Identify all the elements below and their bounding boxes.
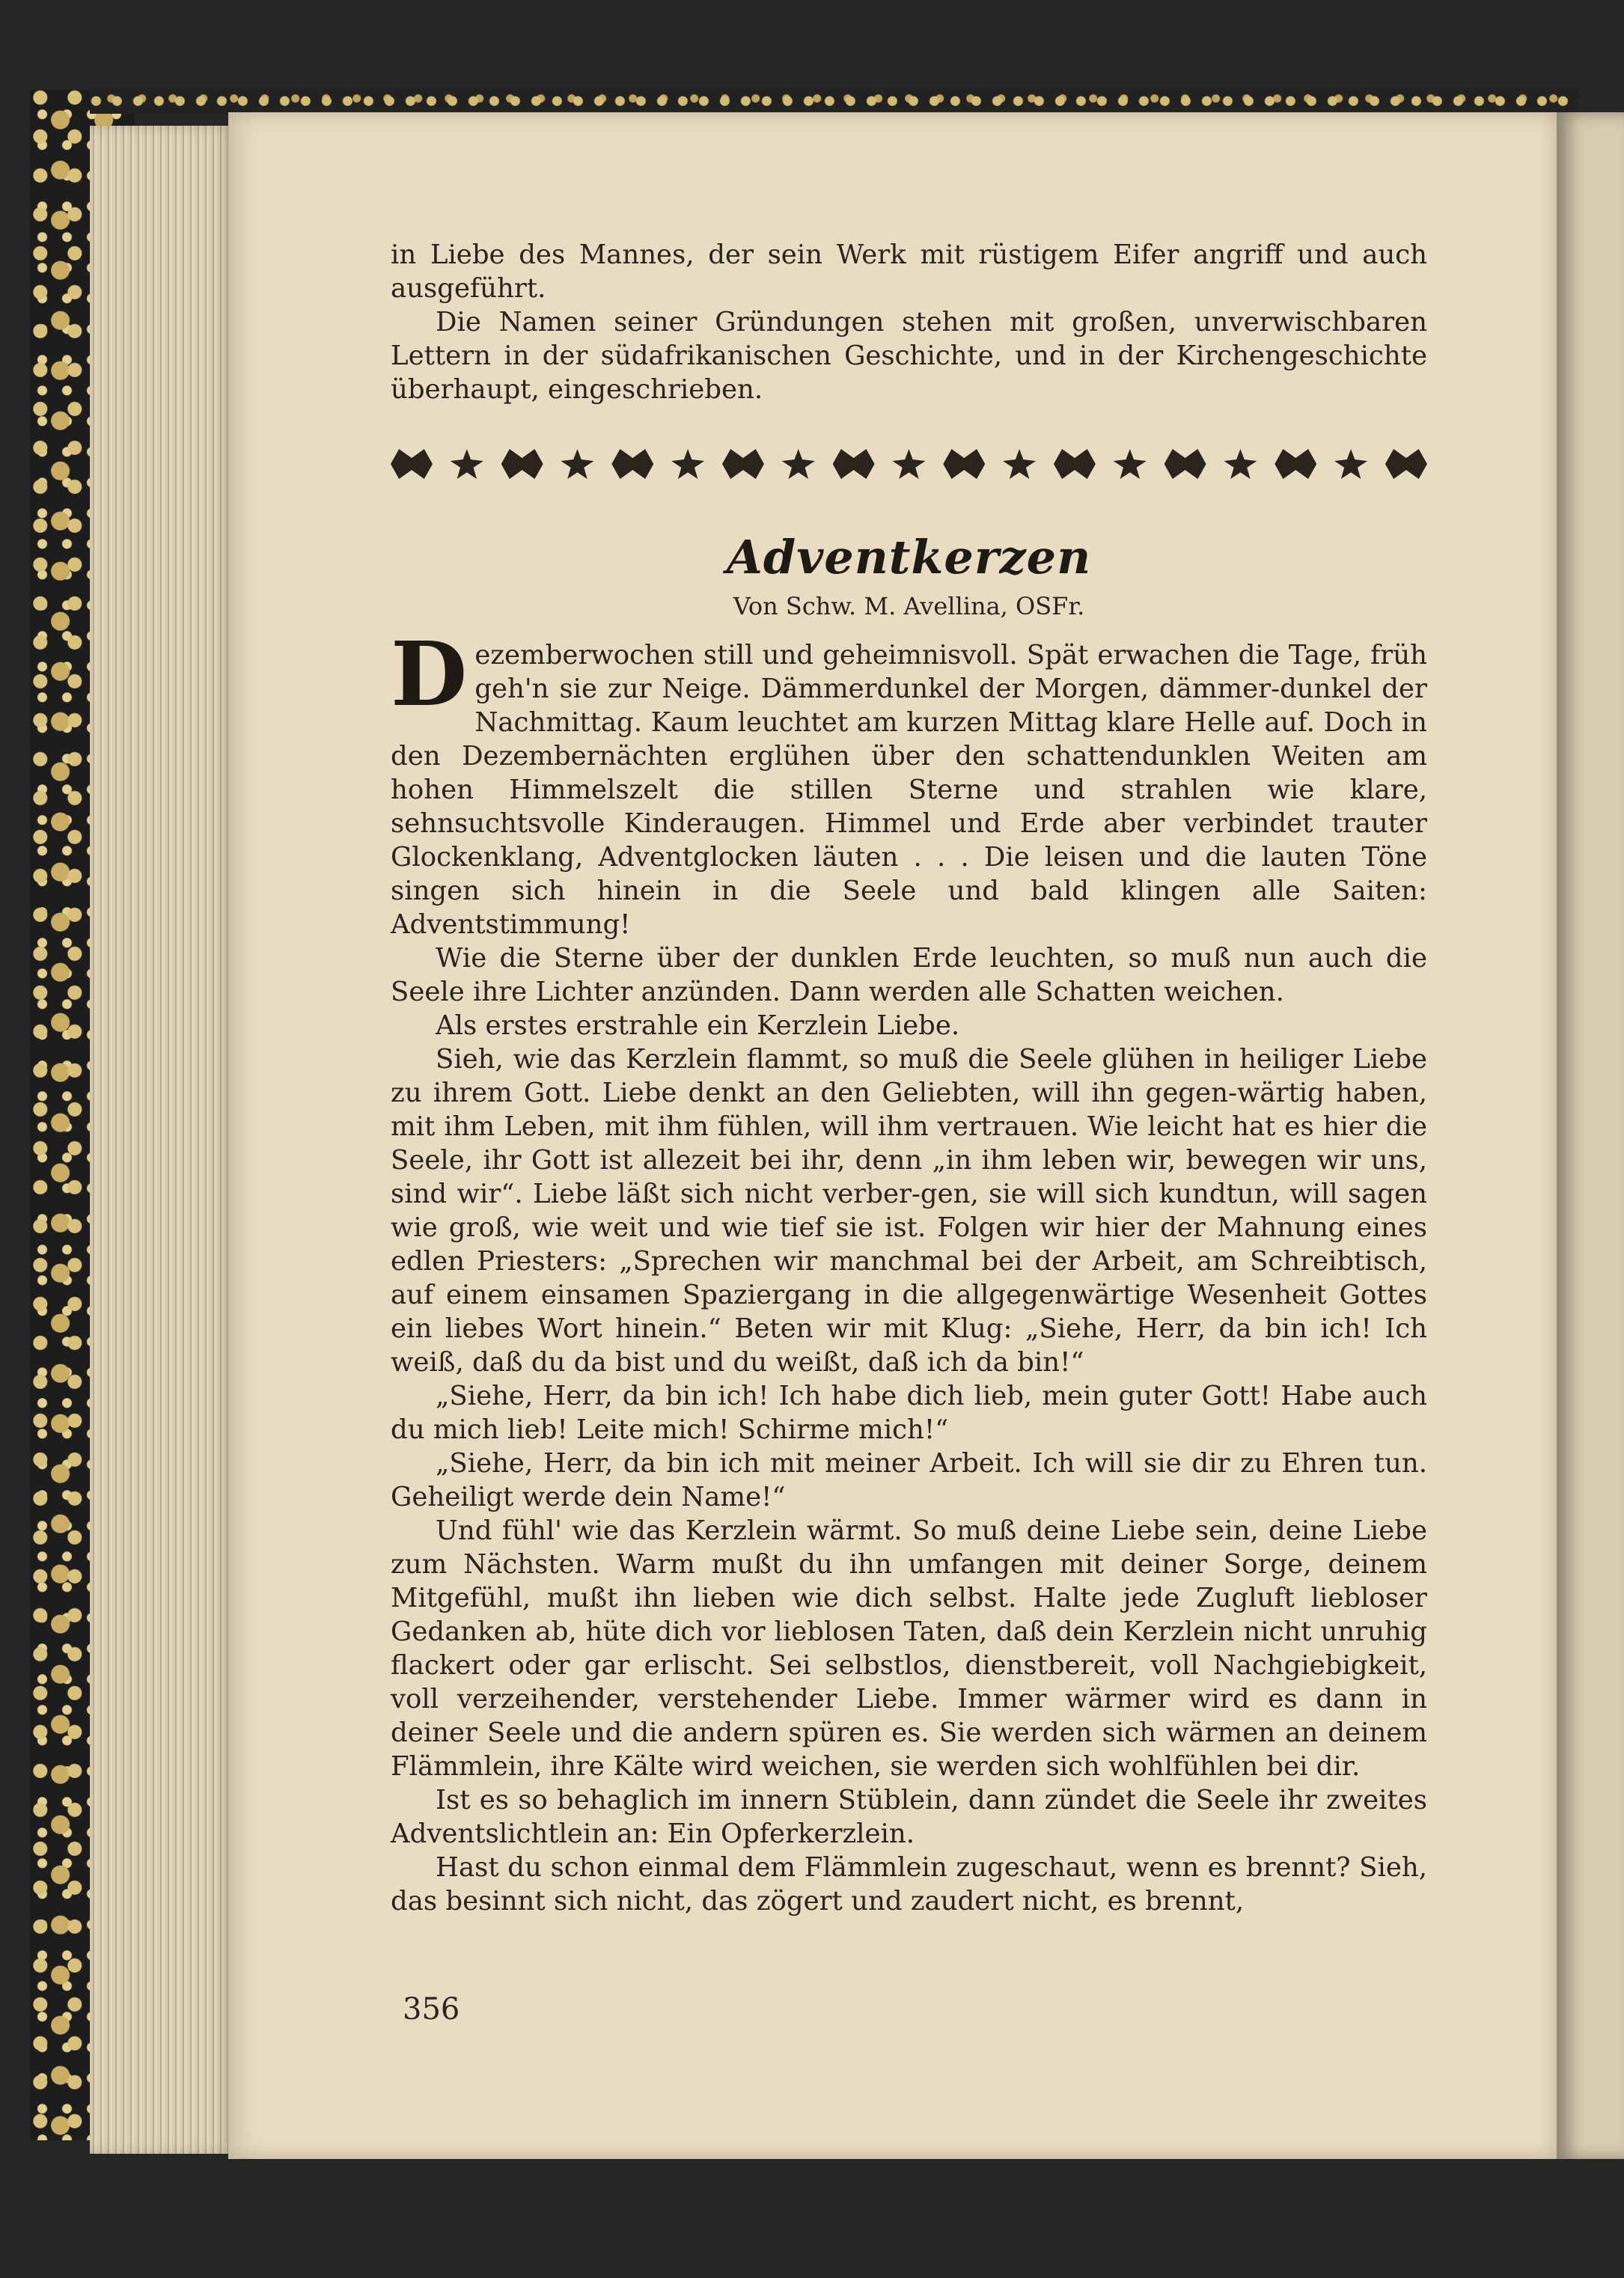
page-number: 356 — [403, 1992, 460, 2027]
text-paragraph: Sieh, wie das Kerzlein flammt, so muß die Seele glühen in heiliger Liebe zu ihrem Gott. Liebe denkt an den Geliebten, will ihn gegen-wärtig haben, mit ihm Leben, mit ihm fühlen, will ihm vertrauen. Wie leicht hat es hier die Seele, ihr Gott ist allezeit bei ihr, denn „in ihm leben wir, bewegen wir uns, sind wir“. Liebe läßt sich nicht verber-gen, sie will sich kundtun, will sagen wie groß, wie weit und wie tief sie ist. Folgen wir hier der Mahnung eines edlen Priesters: „Sprechen wir manchmal bei der Arbeit, am Schreibtisch, auf einem einsamen Spaziergang in die allgegenwärtige Wesenheit Gottes ein liebes Wort hinein.“ Beten wir mit Klug: „Siehe, Herr, da bin ich! Ich weiß, daß du da bist und du weißt, daß ich da bin!“ — [391, 1044, 1427, 1378]
ornament-icon — [722, 449, 764, 479]
text-paragraph: Als erstes erstrahle ein Kerzlein Liebe. — [436, 1010, 960, 1041]
ornament-icon — [1275, 449, 1316, 479]
ornament-icon — [1003, 449, 1036, 479]
ornament-icon — [1114, 449, 1147, 479]
facing-page-edge — [1557, 112, 1624, 2159]
ornament-icon — [833, 449, 875, 479]
decorative-ornament-border — [391, 442, 1427, 486]
ornament-icon — [1224, 449, 1257, 479]
text-paragraph: in Liebe des Mannes, der sein Werk mit rüstigem Eifer angriff und auch ausgeführt. — [391, 239, 1427, 304]
ornament-icon — [561, 449, 593, 479]
ornament-icon — [1334, 449, 1367, 479]
ornament-icon — [782, 449, 815, 479]
ornament-icon — [1385, 449, 1427, 479]
article-title: Adventkerzen — [726, 530, 1092, 584]
text-paragraph: Ist es so behaglich im innern Stüblein, dann zündet die Seele ihr zweites Adventslichtlein an: Ein Opferkerzlein. — [391, 1785, 1427, 1849]
text-paragraph: Die Namen seiner Gründungen stehen mit großen, unverwischbaren Lettern in der südafrikanischen Geschichte, und in der Kirchengeschichte überhaupt, eingeschrieben. — [391, 307, 1427, 405]
ornament-icon — [501, 449, 543, 479]
ornament-icon — [611, 449, 653, 479]
book-cover-top-edge — [90, 88, 1579, 114]
previous-article-ending — [391, 238, 1427, 406]
text-paragraph: Hast du schon einmal dem Flämmlein zugeschaut, wenn es brennt? Sieh, das besinnt sich nicht, das zögert und zaudert nicht, es brennt, — [391, 1852, 1427, 1917]
page-edge-stack — [90, 126, 232, 2154]
text-paragraph: „Siehe, Herr, da bin ich mit meiner Arbeit. Ich will sie dir zu Ehren tun. Geheiligt werde dein Name!“ — [391, 1448, 1427, 1512]
ornament-icon — [671, 449, 704, 479]
ornament-icon — [391, 449, 433, 479]
first-paragraph — [391, 622, 1427, 941]
article-byline: Von Schw. M. Avellina, OSFr. — [733, 592, 1085, 620]
ornament-icon — [1164, 449, 1206, 479]
first-paragraph-text: ezemberwochen still und geheimnisvoll. Spät erwachen die Tage, früh geh'n sie zur Neige. Dämmerdunkel der Morgen, dämmer-dunkel der Nachmittag. Kaum leuchtet am kurzen Mittag klare Helle auf. Doch in den Dezembernächten erglühen über den schattendunklen Weiten am hohen Himmelszelt die stillen Sterne und strahlen wie klare, sehnsuchtsvolle Kinderaugen. Himmel und Erde aber verbindet trauter Glockenklang, Adventglocken läuten . . . Die leisen und die lauten Töne singen sich hinein in die Seele und bald klingen alle Saiten: Adventstimmung! — [391, 640, 1427, 940]
text-paragraph: „Siehe, Herr, da bin ich! Ich habe dich lieb, mein guter Gott! Habe auch du mich lieb! Leite mich! Schirme mich!“ — [391, 1381, 1427, 1445]
ornament-icon — [1054, 449, 1096, 479]
ornament-icon — [451, 449, 483, 479]
ornament-icon — [943, 449, 985, 479]
text-paragraph: Und fühl' wie das Kerzlein wärmt. So muß deine Liebe sein, deine Liebe zum Nächsten. Warm mußt du ihn umfangen mit deiner Sorge, deinem Mitgefühl, mußt ihn lieben wie dich selbst. Halte jede Zugluft liebloser Gedanken ab, hüte dich vor lieblosen Taten, daß dein Kerzlein nicht unruhig flackert oder gar erlischt. Sei selbstlos, dienstbereit, voll Nachgiebigkeit, voll verzeihender, verstehender Liebe. Immer wärmer wird es dann in deiner Seele und die andern spüren es. Sie werden sich wärmen an deinem Flämmlein, ihre Kälte wird weichen, sie werden sich wohlfühlen bei dir. — [391, 1515, 1427, 1782]
article-body — [391, 622, 1427, 1918]
ornament-icon — [892, 449, 925, 479]
text-paragraph: Wie die Sterne über der dunklen Erde leuchten, so muß nun auch die Seele ihre Lichter anzünden. Dann werden alle Schatten weichen. — [391, 943, 1427, 1007]
drop-cap: D — [391, 622, 468, 726]
